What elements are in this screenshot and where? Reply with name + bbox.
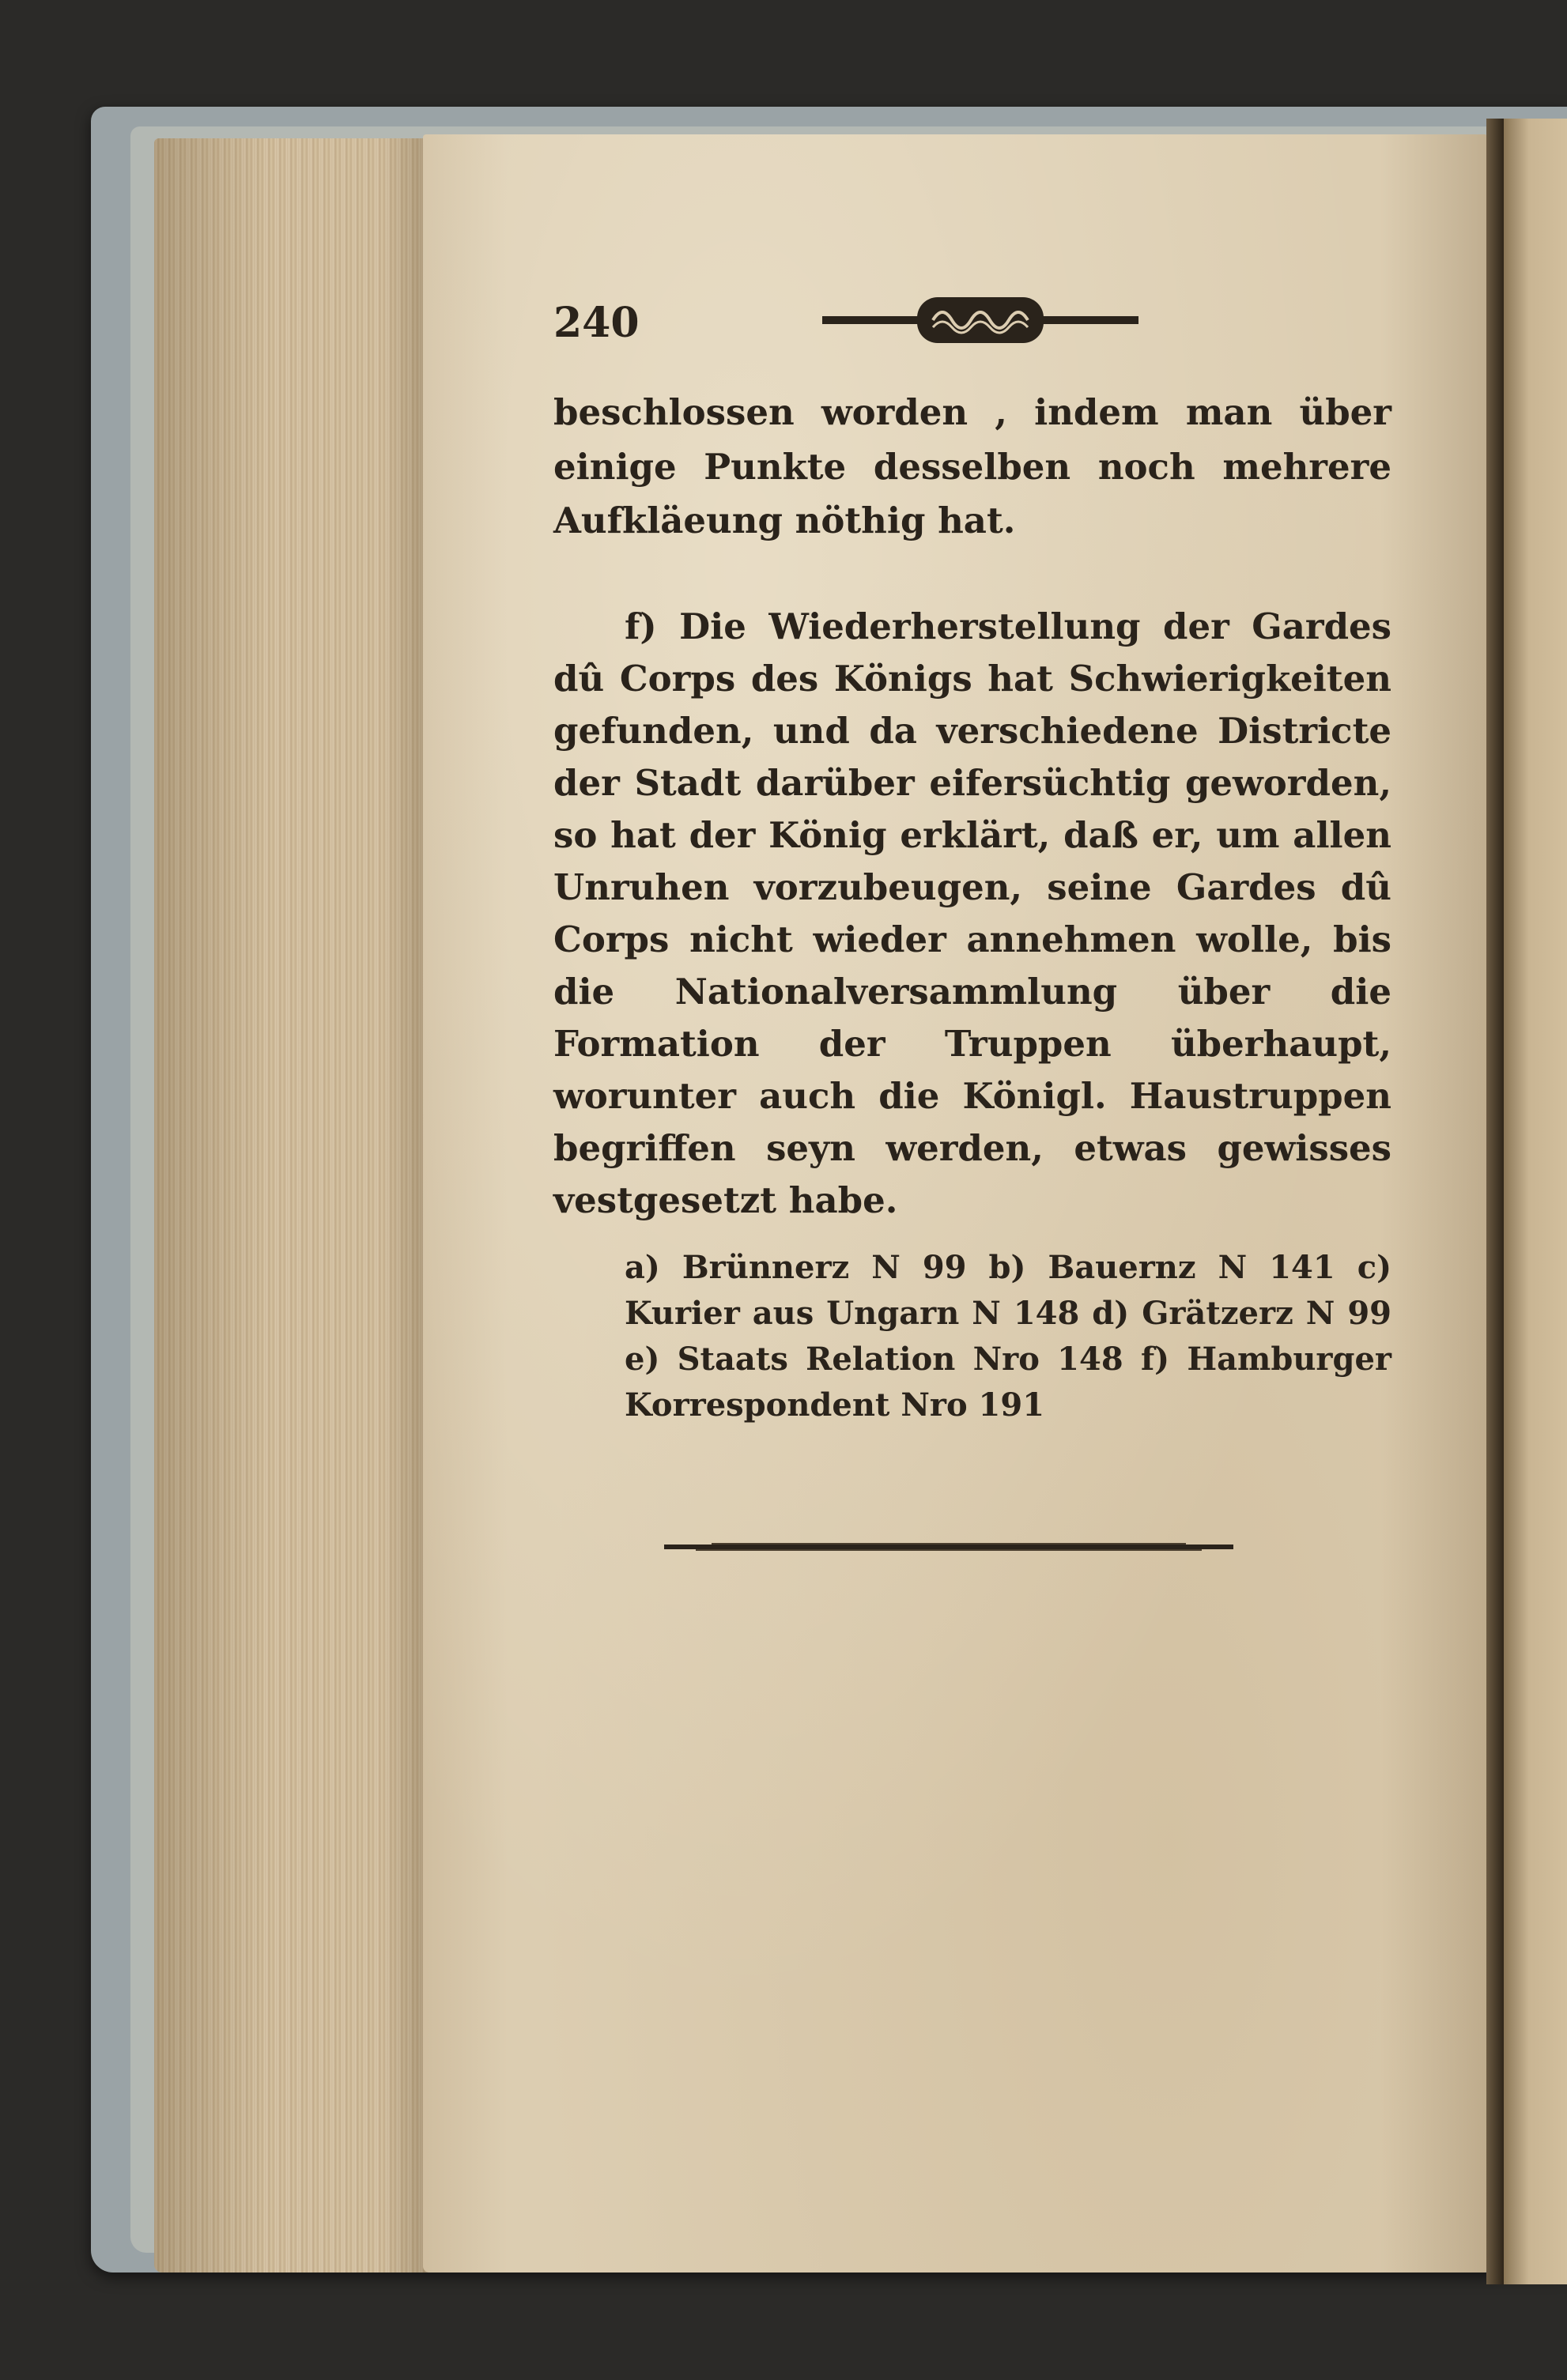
book-gutter [1486,119,1504,2284]
page-edges-shadow [154,138,439,2273]
footnotes: a) Brünnerz N 99 b) Bauernz N 141 c) Kurier aus Ungarn N 148 d) Grätzerz N 99 e) Staats Relation Nro 148 f) Hamburger Korrespondent Nro 191 [625,1249,1391,1424]
decorative-rule [664,1540,1233,1554]
paragraph-2: f) Die Wiederherstellung der Gardes dû Corps des Königs hat Schwierigkeiten gefunden, und da verschiedene Districte der Stadt darüber eifersüchtig geworden, so hat der König erklärt, daß er, um allen Unruhen vorzubeugen, seine Gardes dû Corps nicht wieder annehmen wolle, bis die Nationalversammlung über die Formation der Truppen überhaupt, worunter auch die Königl. Haustruppen begriffen seyn werden, etwas gewisses vestgesetzt habe. [553,605,1391,1221]
paragraph-1: beschlossen worden , indem man über einige Punkte desselben noch mehrere Aufkläeung nöthig hat. [553,391,1391,541]
facing-page [1504,119,1567,2284]
page-number: 240 [553,299,640,347]
header-ornament [822,292,1138,348]
paragraph-continuation [553,386,1391,549]
